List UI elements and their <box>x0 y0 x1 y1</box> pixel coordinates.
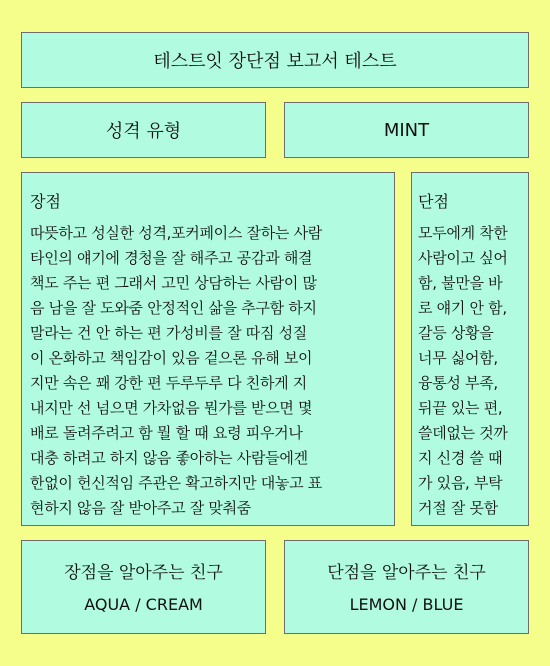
strengths-section <box>21 172 395 526</box>
bad-match-value: LEMON / BLUE <box>349 595 464 614</box>
bad-match-section <box>284 540 529 634</box>
personality-type-label-box <box>21 102 266 158</box>
weaknesses-title: 단점 <box>418 192 449 211</box>
report-title: 테스트잇 장단점 보고서 테스트 <box>153 51 397 72</box>
weaknesses-text: 모두에게 착한 사람이고 싶어 함, 불만을 바 로 얘기 안 함, 갈등 상황을 너무 싫어함, 융통성 부족, 뒤끝 있는 편, 쓸데없는 것까 지 신경 쓸 때 가 있음, 부탁 거절 잘 못함 <box>418 224 508 517</box>
strengths-title: 장점 <box>30 192 61 211</box>
good-match-value: AQUA / CREAM <box>84 595 203 614</box>
personality-type-value-box <box>284 102 529 158</box>
strengths-text: 따뜻하고 성실한 성격,포커페이스 잘하는 사람 타인의 얘기에 경청을 잘 해주고 공감과 해결 책도 주는 편 그래서 고민 상담하는 사람이 많 음 남을 잘 도와줌 안정적인 삶을 추구함 하지 말라는 건 안 하는 편 가성비를 잘 따짐 성질 이 온화하고 책임감이 있음 겉으론 유해 보이 지만 속은 꽤 강한 편 두루두루 다 친하게 지 내지만 선 넘으면 가차없음 뭔가를 받으면 몇 배로 돌려주려고 함 뭘 할 때 요령 피우거나 대충 하려고 하지 않음 좋아하는 사람들에겐 한없이 헌신적임 주관은 확고하지만 대놓고 표 현하지 않음 잘 받아주고 잘 맞춰줌 <box>30 224 322 517</box>
good-match-section <box>21 540 266 634</box>
good-match-label: 장점을 알아주는 친구 <box>64 563 223 583</box>
personality-type-value: MINT <box>383 119 430 141</box>
personality-type-label: 성격 유형 <box>105 121 182 142</box>
bad-match-label: 단점을 알아주는 친구 <box>327 563 486 583</box>
weaknesses-section <box>411 172 529 526</box>
report-title-box <box>21 32 529 88</box>
